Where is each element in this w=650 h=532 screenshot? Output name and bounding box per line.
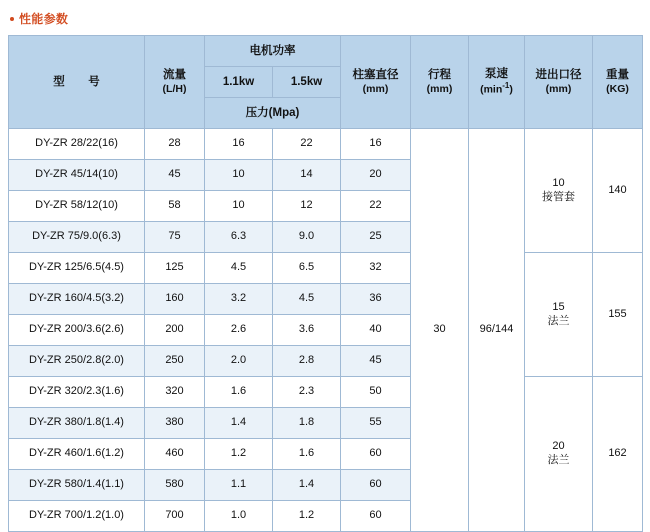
header-pump-speed-label: 泵速 [485,68,508,80]
cell-inlet-outlet [525,377,593,532]
header-pressure: 压力(Mpa) [205,98,341,129]
header-inlet-outlet-unit: (mm) [545,82,572,95]
bullet-dot-icon [10,17,14,21]
table-row [9,253,643,284]
cell-piston-diameter: 25 [341,222,411,253]
cell-model: DY-ZR 380/1.8(1.4) [9,408,145,439]
cell-model: DY-ZR 160/4.5(3.2) [9,284,145,315]
cell-flow: 200 [145,315,205,346]
cell-piston-diameter: 20 [341,160,411,191]
header-piston-diameter-unit: (mm) [362,82,389,95]
header-inlet-outlet-label: 进出口径 [535,69,582,82]
cell-pressure-1-5kw: 1.2 [273,501,341,532]
cell-piston-diameter: 40 [341,315,411,346]
inlet-outlet-size: 10 [552,176,565,189]
cell-piston-diameter: 16 [341,129,411,160]
table-header-row-1 [9,36,643,67]
cell-piston-diameter: 50 [341,377,411,408]
cell-piston-diameter: 45 [341,346,411,377]
cell-flow: 75 [145,222,205,253]
inlet-outlet-size: 15 [552,300,565,313]
header-weight [593,36,643,129]
cell-pump-speed: 96/144 [469,129,525,532]
cell-pressure-1-1kw: 1.6 [205,377,273,408]
cell-model: DY-ZR 250/2.8(2.0) [9,346,145,377]
header-model [9,36,145,129]
header-weight-label: 重量 [606,69,629,82]
cell-pressure-1-5kw: 14 [273,160,341,191]
cell-piston-diameter: 22 [341,191,411,222]
cell-pressure-1-1kw: 1.1 [205,470,273,501]
cell-model: DY-ZR 200/3.6(2.6) [9,315,145,346]
header-power-1-5kw: 1.5kw [273,67,341,98]
cell-flow: 58 [145,191,205,222]
cell-inlet-outlet [525,129,593,253]
header-power-1-1kw: 1.1kw [205,67,273,98]
cell-piston-diameter: 55 [341,408,411,439]
header-piston-diameter [341,36,411,129]
cell-pressure-1-1kw: 2.0 [205,346,273,377]
header-flow [145,36,205,129]
header-inlet-outlet [525,36,593,129]
cell-pressure-1-1kw: 10 [205,191,273,222]
cell-weight: 162 [593,377,643,532]
cell-model: DY-ZR 75/9.0(6.3) [9,222,145,253]
cell-inlet-outlet [525,253,593,377]
cell-pressure-1-5kw: 2.3 [273,377,341,408]
cell-pressure-1-1kw: 1.4 [205,408,273,439]
header-piston-diameter-label: 柱塞直径 [352,69,399,82]
cell-pressure-1-5kw: 3.6 [273,315,341,346]
cell-flow: 125 [145,253,205,284]
header-pump-speed-unit-close: ) [509,83,513,96]
cell-pressure-1-5kw: 1.4 [273,470,341,501]
cell-flow: 45 [145,160,205,191]
header-model-label: 型 号 [53,75,106,88]
header-weight-unit: (KG) [606,82,629,95]
cell-pressure-1-5kw: 1.6 [273,439,341,470]
header-pump-speed-unit-open: (min [480,83,503,96]
cell-pressure-1-5kw: 4.5 [273,284,341,315]
cell-pressure-1-5kw: 9.0 [273,222,341,253]
cell-model: DY-ZR 700/1.2(1.0) [9,501,145,532]
inlet-outlet-size: 20 [552,440,565,453]
header-motor-power-label: 电机功率 [249,44,296,57]
cell-flow: 380 [145,408,205,439]
cell-flow: 460 [145,439,205,470]
inlet-outlet-type: 法兰 [547,454,570,466]
cell-flow: 580 [145,470,205,501]
cell-model: DY-ZR 58/12(10) [9,191,145,222]
cell-flow: 700 [145,501,205,532]
header-pump-speed-sup: -1 [502,81,510,91]
table-row [9,377,643,408]
inlet-outlet-type: 法兰 [547,314,570,327]
cell-weight: 140 [593,129,643,253]
cell-pressure-1-5kw: 22 [273,129,341,160]
header-motor-power [205,36,341,67]
table-body [9,129,643,532]
cell-pressure-1-1kw: 3.2 [205,284,273,315]
cell-model: DY-ZR 320/2.3(1.6) [9,377,145,408]
cell-model: DY-ZR 125/6.5(4.5) [9,253,145,284]
cell-piston-diameter: 32 [341,253,411,284]
cell-piston-diameter: 60 [341,470,411,501]
cell-piston-diameter: 60 [341,439,411,470]
cell-pressure-1-1kw: 6.3 [205,222,273,253]
header-pump-speed-unit [469,81,524,97]
header-pump-speed [469,36,525,129]
cell-model: DY-ZR 580/1.4(1.1) [9,470,145,501]
cell-piston-diameter: 60 [341,501,411,532]
cell-model: DY-ZR 28/22(16) [9,129,145,160]
performance-parameters-table [8,35,643,532]
cell-flow: 250 [145,346,205,377]
cell-pressure-1-5kw: 2.8 [273,346,341,377]
header-stroke-unit: (mm) [426,82,453,95]
inlet-outlet-type: 接管套 [542,190,575,203]
cell-pressure-1-1kw: 16 [205,129,273,160]
cell-flow: 160 [145,284,205,315]
header-flow-unit: (L/H) [162,82,187,95]
cell-pressure-1-1kw: 4.5 [205,253,273,284]
header-stroke [411,36,469,129]
table-row [9,129,643,160]
cell-weight: 155 [593,253,643,377]
header-flow-label: 流量 [163,69,186,82]
cell-piston-diameter: 36 [341,284,411,315]
cell-pressure-1-1kw: 2.6 [205,315,273,346]
header-stroke-label: 行程 [428,69,451,82]
cell-pressure-1-5kw: 12 [273,191,341,222]
cell-model: DY-ZR 45/14(10) [9,160,145,191]
cell-pressure-1-5kw: 1.8 [273,408,341,439]
cell-pressure-1-1kw: 1.2 [205,439,273,470]
section-title-text: 性能参数 [19,12,69,26]
cell-pressure-1-1kw: 10 [205,160,273,191]
cell-flow: 320 [145,377,205,408]
section-title [10,10,642,27]
cell-pressure-1-1kw: 1.0 [205,501,273,532]
cell-model: DY-ZR 460/1.6(1.2) [9,439,145,470]
cell-stroke: 30 [411,129,469,532]
cell-pressure-1-5kw: 6.5 [273,253,341,284]
cell-flow: 28 [145,129,205,160]
